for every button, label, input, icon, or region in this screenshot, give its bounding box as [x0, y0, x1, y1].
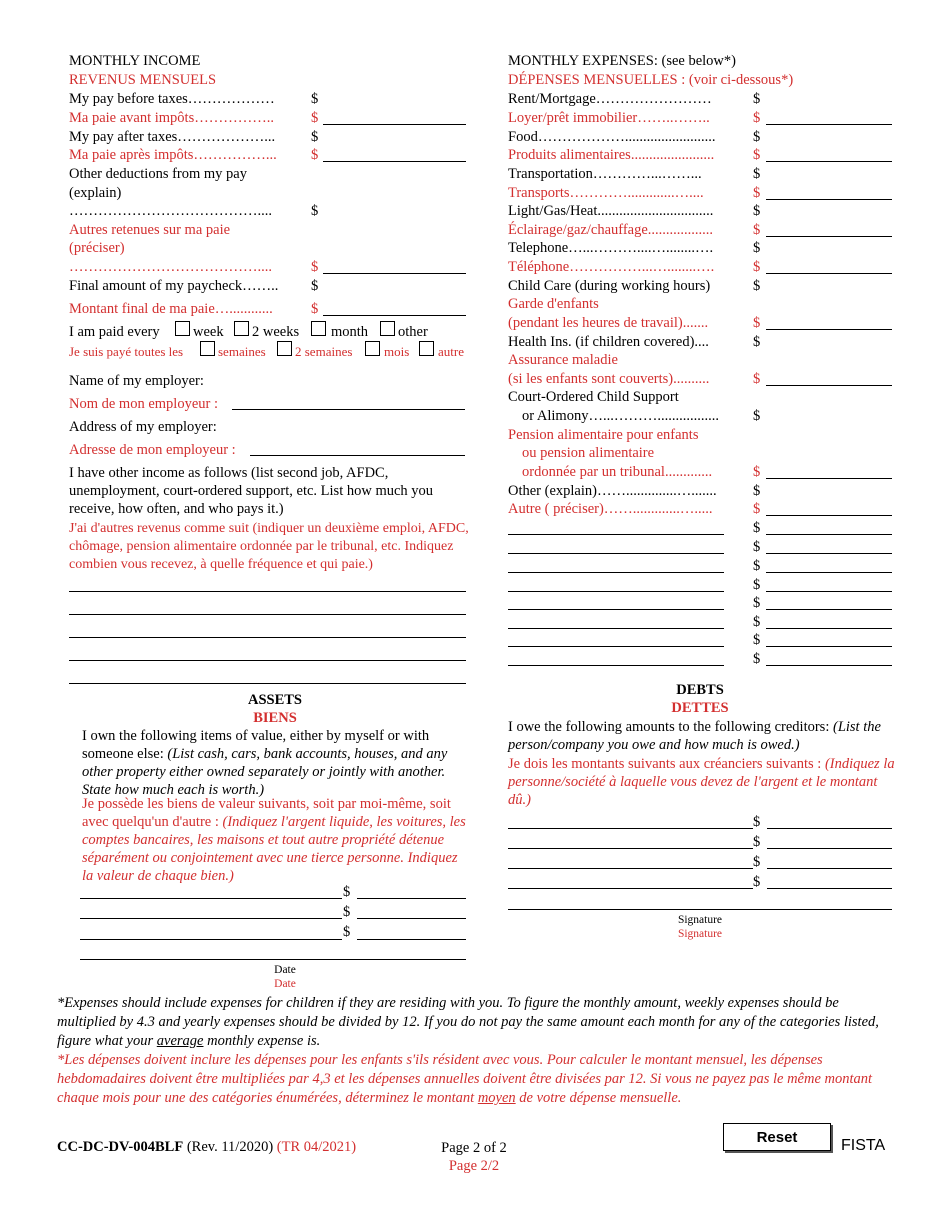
week-label: week — [193, 324, 224, 340]
creditor-field[interactable] — [508, 868, 753, 869]
telephone-label: Telephone…...………....…........…. — [508, 240, 714, 256]
dollar-sign: $ — [753, 371, 761, 387]
debt-amount-field[interactable] — [767, 848, 892, 849]
other-income-text-fr: J'ai d'autres revenus comme suit (indiquer un deuxième emploi, AFDC, chômage, pension alimentaire ordonnée par le tribunal, etc. Indiquez combien vous recevez, à quelle fréquence et qui paie.) — [69, 521, 469, 572]
dollar-sign: $ — [753, 854, 761, 870]
dollar-sign: $ — [753, 334, 761, 350]
signature-label: Signature — [677, 914, 723, 926]
asset-item-field[interactable] — [80, 939, 342, 940]
other-expense-label: Other (explain)……..............…....... — [508, 483, 717, 499]
autre-label: autre — [438, 344, 464, 359]
income-heading-fr: REVENUS MENSUELS — [69, 72, 217, 88]
form-id-line — [57, 1138, 356, 1156]
blank-expense-amount-field[interactable] — [766, 628, 892, 629]
dollar-sign: $ — [753, 539, 761, 555]
child-care-label: Child Care (during working hours) — [508, 278, 711, 294]
health-insurance-label-fr: Assurance maladie — [508, 352, 618, 368]
other-income-line[interactable] — [69, 591, 466, 592]
debt-amount-field[interactable] — [767, 828, 892, 829]
assets-heading: ASSETS — [247, 692, 302, 708]
dollar-sign: $ — [753, 278, 761, 294]
pay-after-taxes-label: My pay after taxes………………... — [69, 129, 276, 145]
employer-address-field[interactable] — [250, 455, 465, 456]
footnote-fr-text: *Les dépenses doivent inclure les dépenses pour les enfants s'ils résident avec vous. Pour calculer le montant mensuel, les dépenses hebdomadaires doivent être multipliées par 4,3 et les dépenses annuelles doivent être divisées par 12. Si vous ne payez pas le même montant chaque mois pour une des catégories énumérées, déterminez le montant — [57, 1052, 873, 1106]
dollar-sign: $ — [753, 483, 761, 499]
autre-checkbox[interactable] — [419, 341, 434, 356]
dollar-sign: $ — [753, 558, 761, 574]
dollar-sign: $ — [311, 203, 319, 219]
final-paycheck-label-fr: Montant final de ma paie…............ — [69, 301, 273, 317]
other-income-line[interactable] — [69, 660, 466, 661]
asset-value-field[interactable] — [357, 898, 466, 899]
creditor-field[interactable] — [508, 848, 753, 849]
dollar-sign: $ — [753, 464, 761, 480]
deux-semaines-label: 2 semaines — [295, 344, 353, 359]
health-insurance-label-fr-2: (si les enfants sont couverts).......... — [508, 371, 710, 387]
child-support-label: Court-Ordered Child Support — [508, 389, 679, 405]
dollar-sign: $ — [753, 166, 761, 182]
assets-intro-italic-fr: (Indiquez l'argent liquide, les voitures, les comptes bancaires, les maisons et tout autre propriété détenue séparément ou conjointement avec une tierce personne. Indiquez la valeur de chaque bien.) — [82, 814, 466, 884]
dollar-sign: $ — [753, 501, 761, 517]
other-expense-field[interactable] — [766, 515, 892, 516]
assets-intro-fr — [82, 795, 467, 885]
dollar-sign: $ — [311, 91, 319, 107]
blank-expense-item-field[interactable] — [508, 534, 724, 535]
date-label-fr: Date — [274, 978, 296, 990]
fista-label: FISTA — [841, 1137, 886, 1154]
debts-intro-italic-fr: (Indiquez la personne/société à laquelle vous devez de l'argent et le montant dû.) — [508, 756, 895, 808]
debt-amount-field[interactable] — [767, 868, 892, 869]
blank-expense-item-field[interactable] — [508, 572, 724, 573]
other-expense-label-fr: Autre ( préciser)…….............…..... — [508, 501, 713, 517]
dollar-sign: $ — [311, 278, 319, 294]
dollar-sign: $ — [753, 614, 761, 630]
dollar-sign: $ — [311, 129, 319, 145]
creditor-field[interactable] — [508, 888, 753, 889]
two-weeks-label: 2 weeks — [252, 324, 300, 340]
dollar-sign: $ — [753, 240, 761, 256]
dollar-sign: $ — [311, 301, 319, 317]
other-deductions-dots: ………………………………….... — [69, 203, 272, 219]
blank-expense-amount-field[interactable] — [766, 609, 892, 610]
pay-before-taxes-label: My pay before taxes……………… — [69, 91, 275, 107]
two-weeks-checkbox[interactable] — [234, 321, 249, 336]
other-deductions-label-2: (explain) — [69, 185, 122, 201]
child-support-label-fr-2: ou pension alimentaire — [522, 445, 655, 461]
employer-address-label-fr: Adresse de mon employeur : — [69, 442, 236, 458]
dollar-sign: $ — [753, 185, 761, 201]
expenses-heading-fr: DÉPENSES MENSUELLES : (voir ci-dessous*) — [508, 72, 794, 88]
final-paycheck-label: Final amount of my paycheck…….. — [69, 278, 279, 294]
dollar-sign: $ — [753, 520, 761, 536]
other-checkbox[interactable] — [380, 321, 395, 336]
pay-before-taxes-label-fr: Ma paie avant impôts…………….. — [69, 110, 274, 126]
debts-heading: DEBTS — [676, 682, 724, 698]
food-field[interactable] — [766, 161, 892, 162]
week-checkbox[interactable] — [175, 321, 190, 336]
employer-name-label: Name of my employer: — [69, 373, 204, 389]
footnote-fr-underlined: moyen — [477, 1090, 516, 1106]
child-support-label-fr-3: ordonnée par un tribunal............. — [522, 464, 713, 480]
other-deductions-label: Other deductions from my pay — [69, 166, 247, 182]
blank-expense-item-field[interactable] — [508, 628, 724, 629]
blank-expense-item-field[interactable] — [508, 553, 724, 554]
debts-intro-text: I owe the following amounts to the following creditors: — [508, 719, 830, 735]
blank-expense-amount-field[interactable] — [766, 665, 892, 666]
assets-intro-text: I own the following items of value, either by myself or with someone else: — [82, 728, 430, 762]
pay-after-taxes-label-fr: Ma paie après impôts……………... — [69, 147, 277, 163]
rent-label: Rent/Mortgage…………………… — [508, 91, 712, 107]
footnote-en-underlined: average — [156, 1033, 204, 1049]
other-income-line[interactable] — [69, 683, 466, 684]
food-label-fr: Produits alimentaires....................... — [508, 147, 715, 163]
dollar-sign: $ — [753, 577, 761, 593]
child-support-field[interactable] — [766, 478, 892, 479]
health-insurance-field[interactable] — [766, 385, 892, 386]
other-income-line[interactable] — [69, 637, 466, 638]
dollar-sign: $ — [753, 259, 761, 275]
employer-name-field[interactable] — [232, 409, 465, 410]
debt-amount-field[interactable] — [767, 888, 892, 889]
assets-heading-fr: BIENS — [253, 710, 297, 726]
dollar-sign: $ — [343, 904, 351, 920]
blank-expense-amount-field[interactable] — [766, 553, 892, 554]
other-income-text: I have other income as follows (list second job, AFDC, unemployment, court-ordered support, etc. List how much you receive, how often, and who pays it.) — [69, 465, 434, 517]
blank-expense-amount-field[interactable] — [766, 534, 892, 535]
semaines-checkbox[interactable] — [200, 341, 215, 356]
asset-value-field[interactable] — [357, 918, 466, 919]
pay-after-taxes-field[interactable] — [323, 161, 466, 162]
paid-every-label-fr: Je suis payé toutes les — [69, 344, 184, 359]
mois-checkbox[interactable] — [365, 341, 380, 356]
utilities-label: Light/Gas/Heat................................ — [508, 203, 714, 219]
date-field[interactable] — [80, 959, 466, 960]
dollar-sign: $ — [343, 884, 351, 900]
child-care-label-fr: Garde d'enfants — [508, 296, 599, 312]
dollar-sign: $ — [311, 259, 319, 275]
rent-label-fr: Loyer/prêt immobilier……..…….. — [508, 110, 710, 126]
employer-address-label: Address of my employer: — [69, 419, 217, 435]
blank-expense-item-field[interactable] — [508, 646, 724, 647]
blank-expense-amount-field[interactable] — [766, 572, 892, 573]
asset-item-field[interactable] — [80, 918, 342, 919]
dollar-sign: $ — [753, 110, 761, 126]
blank-expense-amount-field[interactable] — [766, 591, 892, 592]
other-income-line[interactable] — [69, 614, 466, 615]
signature-field[interactable] — [508, 909, 892, 910]
debts-intro-italic: (List the person/company you owe and how much is owed.) — [508, 719, 881, 753]
footnote-fr — [57, 1051, 897, 1108]
child-support-label-2: or Alimony…...………................. — [522, 408, 719, 424]
dollar-sign: $ — [311, 147, 319, 163]
dollar-sign: $ — [753, 834, 761, 850]
blank-expense-item-field[interactable] — [508, 665, 724, 666]
expenses-heading: MONTHLY EXPENSES: (see below*) — [508, 53, 736, 69]
utilities-label-fr: Éclairage/gaz/chauffage.................. — [508, 222, 714, 238]
blank-expense-item-field[interactable] — [508, 609, 724, 610]
dollar-sign: $ — [753, 651, 761, 667]
page-number-fr: Page 2/2 — [448, 1158, 500, 1174]
asset-item-field[interactable] — [80, 898, 342, 899]
pay-before-taxes-field[interactable] — [323, 124, 466, 125]
dollar-sign: $ — [753, 222, 761, 238]
assets-intro-italic: (List cash, cars, bank accounts, houses, and any other property either owned separately or jointly with another. State how much each is worth.) — [82, 746, 448, 798]
footnote-en — [57, 994, 897, 1051]
dollar-sign: $ — [753, 874, 761, 890]
footnote-fr-text-2: de votre dépense mensuelle. — [515, 1090, 682, 1106]
other-deductions-field[interactable] — [323, 273, 466, 274]
transportation-label-fr: Transports………….............….... — [508, 185, 704, 201]
asset-value-field[interactable] — [357, 939, 466, 940]
dollar-sign: $ — [753, 595, 761, 611]
final-paycheck-field[interactable] — [323, 315, 466, 316]
debts-heading-fr: DETTES — [671, 700, 729, 716]
deux-semaines-checkbox[interactable] — [277, 341, 292, 356]
telephone-label-fr: Téléphone……………...…........…. — [508, 259, 715, 275]
semaines-label: semaines — [218, 344, 266, 359]
footnote-en-text-2: monthly expense is. — [203, 1033, 321, 1049]
food-label: Food………………......................... — [508, 129, 716, 145]
blank-expense-amount-field[interactable] — [766, 646, 892, 647]
form-revision: (Rev. 11/2020) — [186, 1139, 274, 1155]
date-label: Date — [274, 964, 296, 976]
other-deductions-dots-fr: ………………………………….... — [69, 259, 272, 275]
utilities-field[interactable] — [766, 236, 892, 237]
dollar-sign: $ — [753, 315, 761, 331]
dollar-sign: $ — [311, 110, 319, 126]
other-deductions-label-fr-2: (préciser) — [69, 240, 125, 256]
income-heading: MONTHLY INCOME — [69, 53, 201, 69]
assets-intro — [82, 727, 467, 799]
dollar-sign: $ — [753, 129, 761, 145]
signature-label-fr: Signature — [677, 928, 723, 940]
dollar-sign: $ — [753, 814, 761, 830]
dollar-sign: $ — [753, 632, 761, 648]
dollar-sign: $ — [753, 147, 761, 163]
creditor-field[interactable] — [508, 828, 753, 829]
child-care-field[interactable] — [766, 329, 892, 330]
reset-button[interactable]: Reset — [723, 1123, 831, 1151]
other-deductions-label-fr: Autres retenues sur ma paie — [69, 222, 231, 238]
other-label: other — [398, 324, 428, 340]
telephone-field[interactable] — [766, 273, 892, 274]
blank-expense-item-field[interactable] — [508, 591, 724, 592]
debts-intro — [508, 718, 898, 754]
rent-field[interactable] — [766, 124, 892, 125]
form-id: CC-DC-DV-004BLF — [57, 1139, 184, 1155]
month-label: month — [331, 324, 369, 340]
assets-intro-text-fr: Je possède les biens de valeur suivants, soit par moi-même, soit avec quelqu'un d'autre : — [82, 796, 451, 830]
child-support-label-fr: Pension alimentaire pour enfants — [508, 427, 699, 443]
child-care-label-fr-2: (pendant les heures de travail)....... — [508, 315, 709, 331]
dollar-sign: $ — [343, 924, 351, 940]
debts-intro-text-fr: Je dois les montants suivants aux créanciers suivants : — [508, 756, 822, 772]
month-checkbox[interactable] — [311, 321, 326, 336]
dollar-sign: $ — [753, 203, 761, 219]
footnote-en-text: *Expenses should include expenses for children if they are residing with you. To figure the monthly amount, weekly expenses should be multiplied by 4.3 and yearly expenses should be divided by 12. If you do not pay the same amount each month for any of the categories listed, figure what your — [57, 995, 879, 1049]
debts-intro-fr — [508, 755, 898, 809]
dollar-sign: $ — [753, 408, 761, 424]
dollar-sign: $ — [753, 91, 761, 107]
page-number: Page 2 of 2 — [441, 1140, 507, 1156]
paid-every-label: I am paid every — [69, 324, 160, 340]
transportation-field[interactable] — [766, 199, 892, 200]
employer-name-label-fr: Nom de mon employeur : — [69, 396, 219, 412]
health-insurance-label: Health Ins. (if children covered).... — [508, 334, 709, 350]
mois-label: mois — [384, 344, 410, 359]
translation-revision: (TR 04/2021) — [276, 1139, 357, 1155]
transportation-label: Transportation…………...……... — [508, 166, 702, 182]
